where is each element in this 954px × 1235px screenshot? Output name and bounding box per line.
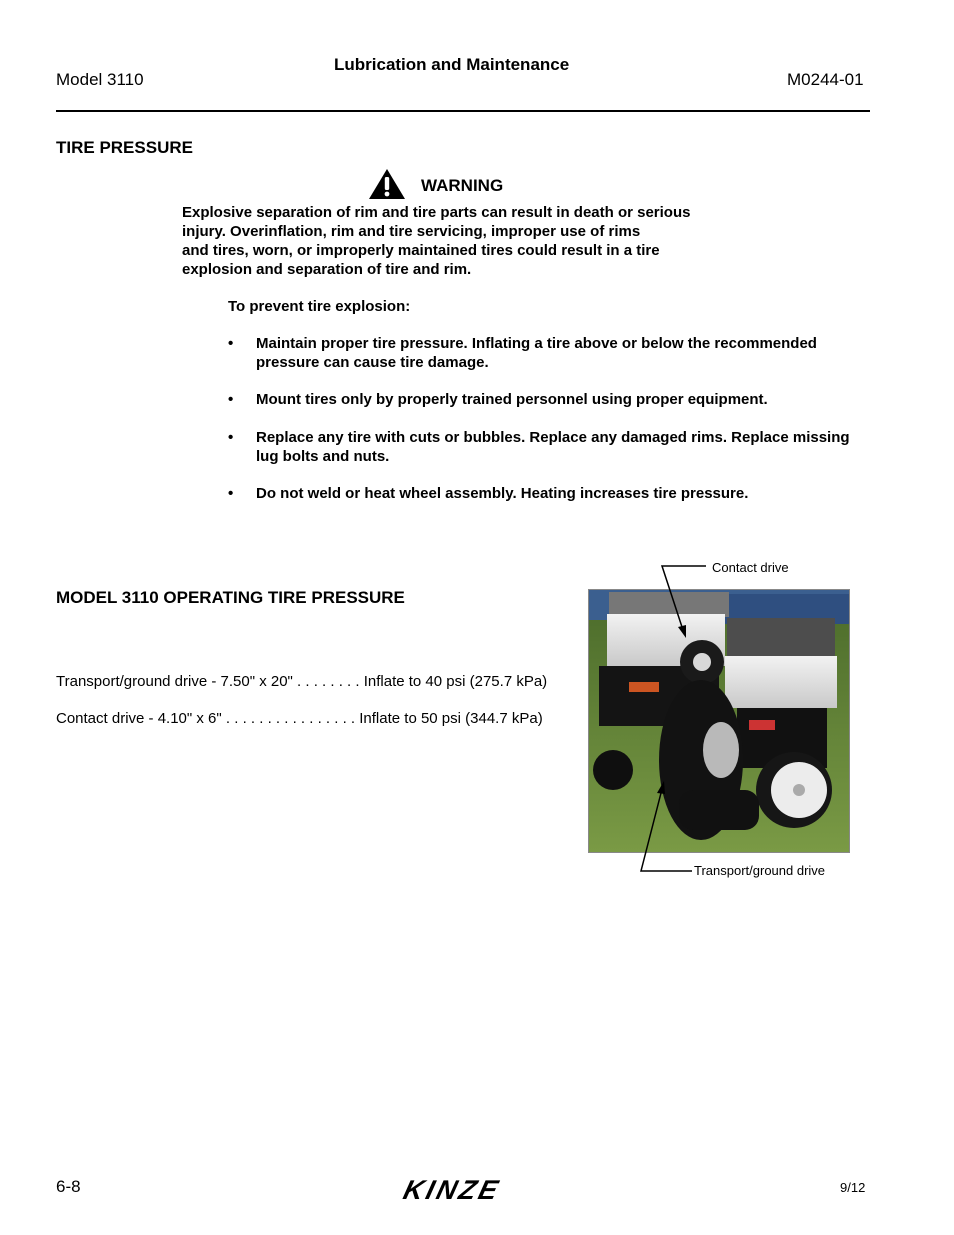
bullet-item bbox=[228, 484, 878, 504]
header-model: Model 3110 bbox=[56, 70, 144, 89]
warning-label: WARNING bbox=[421, 176, 504, 195]
bullet-item bbox=[228, 390, 878, 410]
header-section-title: Lubrication and Maintenance bbox=[334, 55, 570, 74]
callout-transport-drive: Transport/ground drive bbox=[694, 863, 826, 878]
bullet-item bbox=[228, 334, 878, 374]
warning-line: and tires, worn, or improperly maintained tires could result in a tire bbox=[182, 242, 660, 259]
warning-paragraph bbox=[182, 203, 690, 279]
page-number: 6-8 bbox=[56, 1177, 81, 1196]
bullet-text-line: Do not weld or heat wheel assembly. Heating increases tire pressure. bbox=[256, 485, 749, 502]
kinze-logo: KINZE bbox=[400, 1175, 504, 1205]
warning-triangle-icon bbox=[368, 168, 406, 200]
operating-pressure-heading: MODEL 3110 OPERATING TIRE PRESSURE bbox=[56, 588, 405, 607]
prevent-heading: To prevent tire explosion: bbox=[228, 298, 411, 315]
bullet-text-line: Replace any tire with cuts or bubbles. Replace any damaged rims. Replace missing bbox=[256, 429, 850, 446]
bullet-dot: • bbox=[228, 429, 234, 446]
callout-contact-drive: Contact drive bbox=[712, 560, 789, 575]
bullet-text-line: Maintain proper tire pressure. Inflating a tire above or below the recommended bbox=[256, 335, 817, 352]
bullet-text-line: lug bolts and nuts. bbox=[256, 448, 390, 465]
warning-line: Explosive separation of rim and tire parts can result in death or serious bbox=[182, 204, 691, 221]
callout-leader-lines bbox=[600, 555, 720, 885]
header-doc-number: M0244-01 bbox=[787, 70, 864, 89]
bullet-dot: • bbox=[228, 485, 234, 502]
header-rule bbox=[56, 110, 870, 112]
warning-line: injury. Overinflation, rim and tire servicing, improper use of rims bbox=[182, 223, 641, 240]
tire-pressure-heading: TIRE PRESSURE bbox=[56, 138, 193, 157]
warning-line: explosion and separation of tire and rim. bbox=[182, 261, 472, 278]
bullet-dot: • bbox=[228, 391, 234, 408]
spec-contact-drive: Contact drive - 4.10" x 6" . . . . . . . . . . . . . . . . Inflate to 50 psi (344.7 kPa) bbox=[56, 710, 543, 727]
bullet-text-line: pressure can cause tire damage. bbox=[256, 354, 489, 371]
bullet-dot: • bbox=[228, 335, 234, 352]
spec-transport-drive: Transport/ground drive - 7.50" x 20" . . . . . . . . Inflate to 40 psi (275.7 kPa) bbox=[56, 673, 548, 690]
bullet-item bbox=[228, 428, 878, 468]
bullet-text-line: Mount tires only by properly trained personnel using proper equipment. bbox=[256, 391, 768, 408]
revision-date: 9/12 bbox=[840, 1180, 866, 1195]
